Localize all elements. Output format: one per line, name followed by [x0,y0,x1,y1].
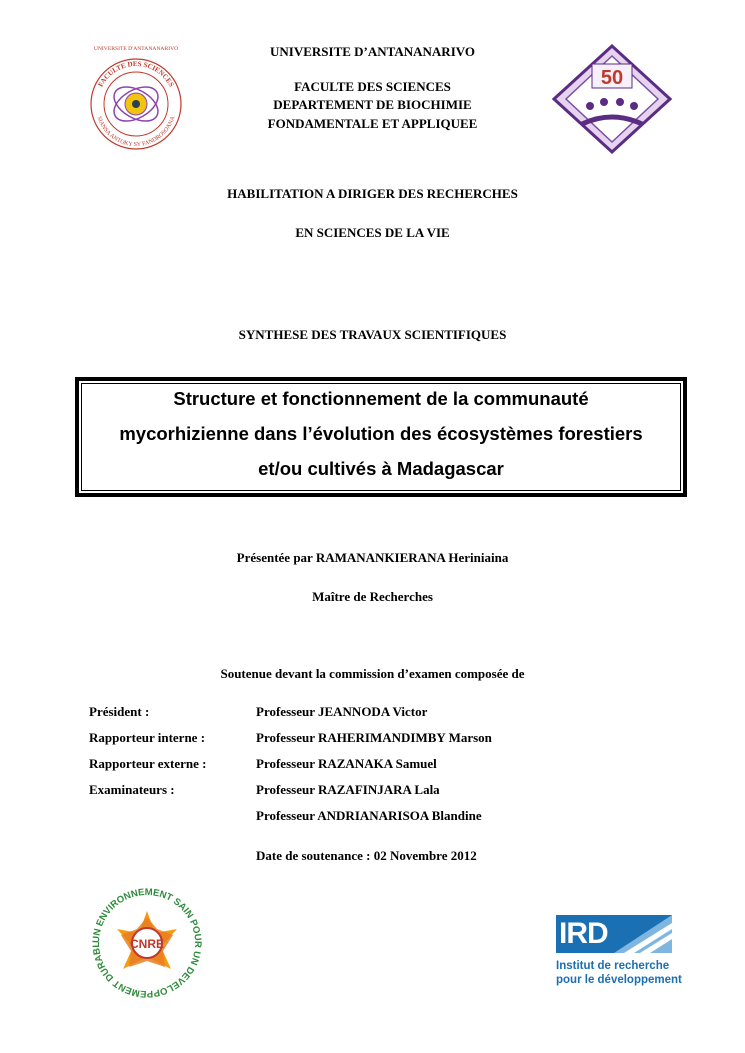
faculty-logo-ring-bottom: SIANSA ANTOKY SY FANDROSOANA [95,115,177,149]
thesis-title-line-3: et/ou cultivés à Madagascar [258,458,504,479]
jury-role: Rapporteur externe : [89,756,207,771]
cnre-acronym: CNRE [129,937,165,951]
degree-field: EN SCIENCES DE LA VIE [295,225,450,240]
jury-name: Professeur RAHERIMANDIMBY Marson [256,730,492,745]
cnre-logo [88,884,206,1002]
faculty-logo-top-text: UNIVERSITE D'ANTANANARIVO [93,46,179,52]
ird-line-1: Institut de recherche [556,960,670,972]
anniversary-number: 50 [600,67,624,89]
thesis-title-line-2: mycorhizienne dans l’évolution des écosystèmes forestiers [119,423,643,444]
jury-name: Professeur ANDRIANARISOA Blandine [256,808,482,823]
committee-intro: Soutenue devant la commission d’examen composée de [220,666,525,681]
defense-date: Date de soutenance : 02 Novembre 2012 [256,848,477,863]
university-name: UNIVERSITE D’ANTANANARIVO [270,44,475,59]
thesis-title-box [75,377,687,497]
cnre-ring-text: UN ENVIRONNEMENT SAIN POUR UN DEVELOPPEMENT DURABL [90,886,204,1000]
ird-wave-icon [614,915,672,953]
presented-by: Présentée par RAMANANKIERANA Heriniaina [236,550,509,565]
ird-line-2: pour le développement [556,974,682,986]
department-line-2: FONDAMENTALE ET APPLIQUEE [267,116,478,131]
jury-role: Rapporteur interne : [89,730,206,745]
faculty-name: FACULTE DES SCIENCES [294,79,451,94]
degree-title: HABILITATION A DIRIGER DES RECHERCHES [227,186,518,201]
ird-logo-mark [556,915,672,953]
department-line-1: DEPARTEMENT DE BIOCHIMIE [273,97,472,112]
ird-logo [556,915,686,995]
synthesis-heading: SYNTHESE DES TRAVAUX SCIENTIFIQUES [238,327,507,342]
jury-name: Professeur RAZANAKA Samuel [256,756,437,771]
jury-role: Président : [89,704,150,719]
jury-name: Professeur RAZAFINJARA Lala [256,782,440,797]
thesis-title-line-1: Structure et fonctionnement de la communauté [173,388,589,409]
ird-acronym: IRD [559,917,608,950]
author-rank: Maître de Recherches [312,589,433,604]
jury-name: Professeur JEANNODA Victor [256,704,428,719]
faculty-logo-ring-top: FACULTE DES SCIENCES [96,59,176,89]
jury-role: Examinateurs : [89,782,175,797]
